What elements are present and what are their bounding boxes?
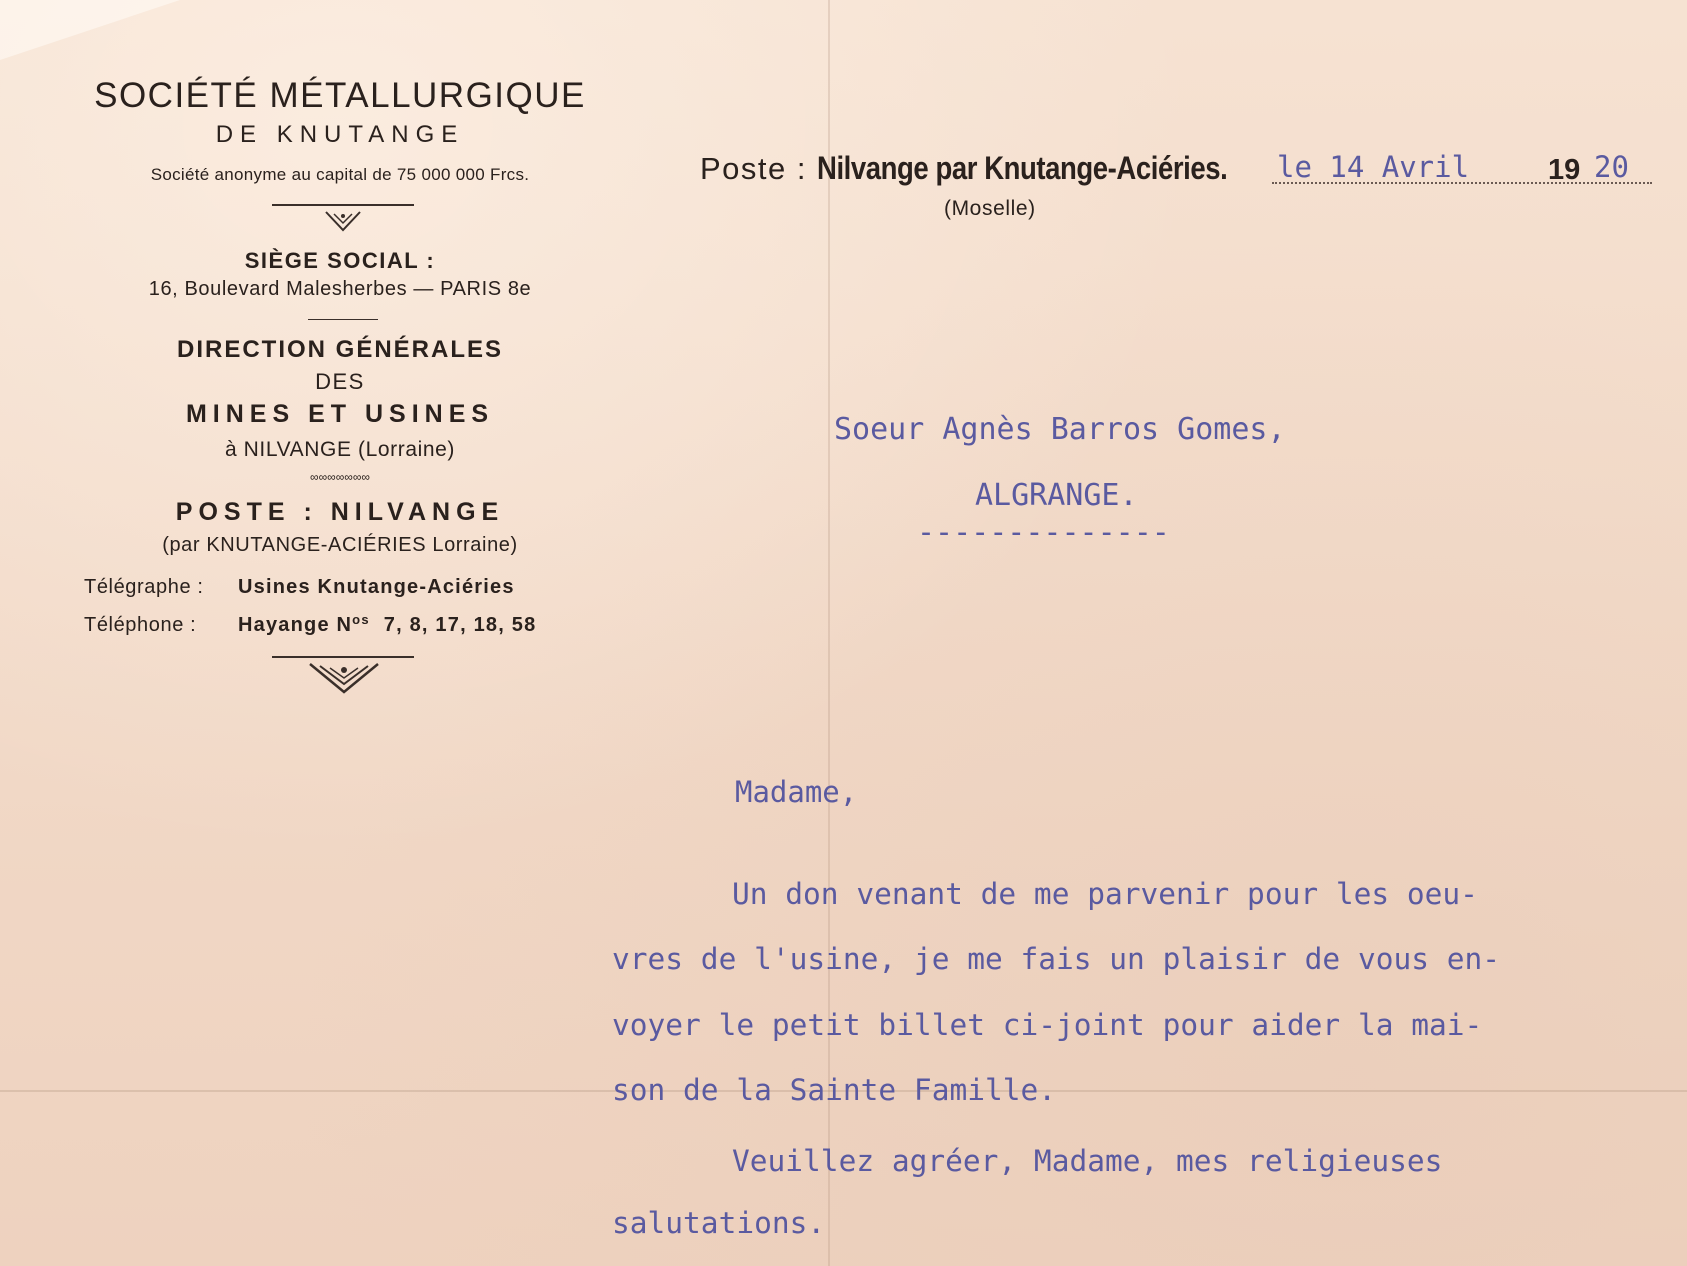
telephone-city: Hayange N <box>238 614 353 636</box>
telegraph-value: Usines Knutange-Aciéries <box>238 576 515 598</box>
post-value: Nilvange par Knutange-Aciéries. <box>817 150 1228 186</box>
body-line: Un don venant de me parvenir pour les oeu- <box>732 877 1478 911</box>
post-label: Poste : <box>700 151 807 186</box>
small-ornament-icon <box>322 208 364 234</box>
recipient-name: Soeur Agnès Barros Gomes, <box>834 412 1286 447</box>
closing-line: Veuillez agréer, Madame, mes religieuses <box>732 1144 1443 1178</box>
letterhead-telegraph <box>84 576 515 599</box>
letterhead-short-rule <box>308 319 378 320</box>
letterhead-telephone <box>84 612 536 637</box>
letterhead-des: DES <box>315 369 365 394</box>
date-typed: le 14 Avril <box>1277 150 1470 184</box>
recipient-dashed-rule: -------------- <box>917 515 1170 550</box>
letterhead-siege-address: 16, Boulevard Malesherbes — PARIS 8e <box>148 278 532 300</box>
body-line: voyer le petit billet ci-joint pour aider la mai- <box>612 1008 1483 1042</box>
year-printed: 19 <box>1548 154 1581 186</box>
recipient-city: ALGRANGE. <box>975 478 1138 513</box>
letterhead-poste: POSTE : NILVANGE <box>175 498 505 526</box>
letterhead-company-place: DE KNUTANGE <box>215 121 465 148</box>
closing-line: salutations. <box>612 1206 826 1240</box>
letterhead-company-name: SOCIÉTÉ MÉTALLURGIQUE <box>94 76 586 115</box>
letterhead-direction: DIRECTION GÉNÉRALES <box>176 336 504 363</box>
salutation: Madame, <box>735 775 858 809</box>
torn-corner <box>0 0 180 60</box>
telephone-label: Téléphone : <box>84 614 197 636</box>
telephone-numbers: 7, 8, 17, 18, 58 <box>383 614 537 636</box>
year-typed: 20 <box>1594 150 1629 184</box>
letterhead-capital: Société anonyme au capital de 75 000 000 Frcs. <box>150 165 530 184</box>
letterhead-chain-ornament: ∞∞∞∞∞∞∞ <box>310 470 370 484</box>
telephone-sup: os <box>352 612 370 627</box>
letterhead-rule <box>272 204 414 206</box>
letterhead-poste-detail: (par KNUTANGE-ACIÉRIES Lorraine) <box>162 534 518 556</box>
telegraph-label: Télégraphe : <box>84 576 204 598</box>
body-line: vres de l'usine, je me fais un plaisir de vous en- <box>612 942 1501 976</box>
body-line: son de la Sainte Famille. <box>612 1073 1057 1107</box>
letterhead-bottom-rule <box>272 656 414 658</box>
post-address-line <box>700 150 1294 187</box>
region-label: (Moselle) <box>944 197 1036 220</box>
letterhead-mines-usines: MINES ET USINES <box>185 400 495 428</box>
letterhead-siege-label: SIÈGE SOCIAL : <box>244 248 436 273</box>
letterhead-location: à NILVANGE (Lorraine) <box>224 438 456 461</box>
large-ornament-icon <box>306 660 382 696</box>
